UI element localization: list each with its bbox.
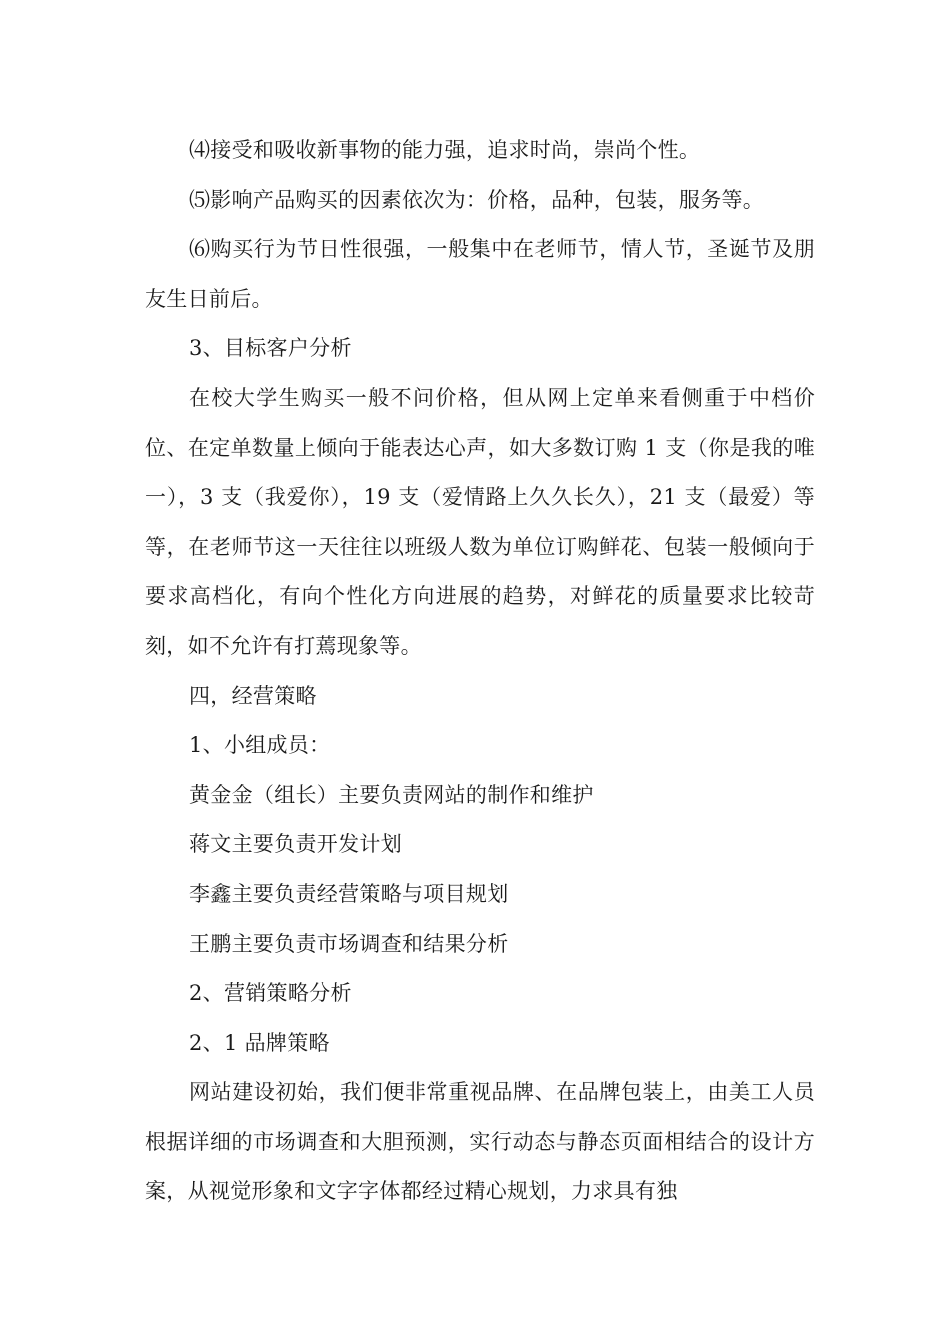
document-body xyxy=(145,126,815,1217)
team-member-2: 蒋文主要负责开发计划 xyxy=(189,832,402,857)
subheading-brand: 2、1 品牌策略 xyxy=(189,1030,330,1055)
paragraph-item-4: ⑷接受和吸收新事物的能力强，追求时尚，崇尚个性。 xyxy=(189,138,701,162)
paragraph-brand: 网站建设初始，我们便非常重视品牌、在品牌包装上，由美工人员根据详细的市场调查和大胆预测，实行动态与静态页面相结合的设计方案，从视觉形象和文字字体都经过精心规划，力求具有独 xyxy=(145,1080,815,1204)
subheading-team-members: 1、小组成员： xyxy=(189,733,331,758)
paragraph-item-5: ⑸影响产品购买的因素依次为：价格，品种，包装，服务等。 xyxy=(189,187,765,212)
subheading-marketing: 2、营销策略分析 xyxy=(189,981,352,1006)
team-member-1: 黄金金（组长）主要负责网站的制作和维护 xyxy=(189,782,594,807)
team-member-4: 王鹏主要负责市场调查和结果分析 xyxy=(189,931,509,956)
section-heading-target-customers: 3、目标客户分析 xyxy=(189,336,352,361)
section-heading-strategy: 四，经营策略 xyxy=(189,683,317,708)
paragraph-item-6: ⑹购买行为节日性很强，一般集中在老师节，情人节，圣诞节及朋友生日前后。 xyxy=(145,237,815,311)
paragraph-target-customers: 在校大学生购买一般不问价格，但从网上定单来看侧重于中档价位、在定单数量上倾向于能表达心声，如大多数订购 1 支（你是我的唯一），3 支（我爱你），19 支（爱情路上久久长久），21 支（最爱）等等，在老师节这一天往往以班级人数为单位订购鲜花、包装一般倾向于要求高档化，有向个性化方向进展的趋势，对鲜花的质量要求比较苛刻，如不允许有打蔫现象等。 xyxy=(145,385,815,658)
team-member-3: 李鑫主要负责经营策略与项目规划 xyxy=(189,881,509,906)
